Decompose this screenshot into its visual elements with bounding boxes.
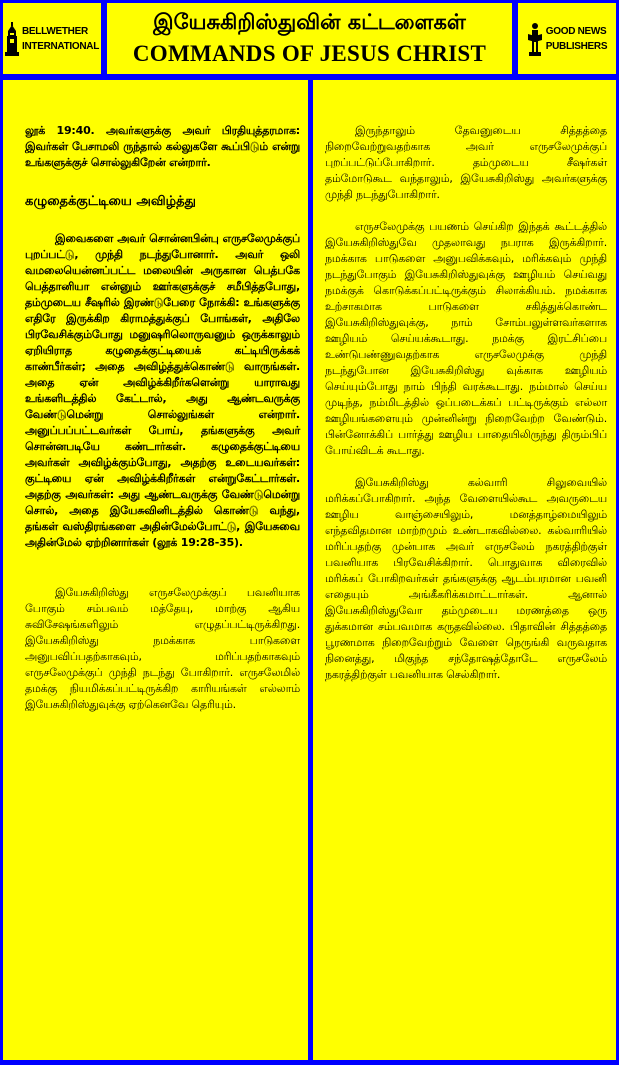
scripture-passage: இவைகளை அவர் சொன்னபின்பு எருசலேமுக்குப் புறப்பட்டு, முந்தி நடந்துபோனார். அவர் ஒலி வமலையென்னப்பட்ட மலையின் அருகான பெத்பகே பெத்தானியா என்னும் ஊர்களுக்குச் சமீபித்தபோது, தம்முடைய சீஷரில் இரண்டுபேரை நோக்கி: உங்களுக்கு எதிரே இருக்கிற கிராமத்துக்குப் போங்கள், அதிலே பிரவேசிக்கும்போது மனுஷரிலொருவனும் ஒருக்காலும் ஏறியிராத கழுதைக்குட்டியைக் கட்டியிருக்கக் காண்பீர்கள்; அதை அவிழ்த்துக்கொண்டு வாருங்கள். அதை ஏன் அவிழ்க்கிறீர்களென்று யாராவது உங்களிடத்தில் கேட்டால், அது ஆண்டவருக்கு வேண்டுமென்று சொல்லுங்கள் என்றார். அனுப்பப்பட்டவர்கள் போய், தங்களுக்கு அவர் சொன்னபடியே கண்டார்கள். கழுதைக்குட்டியை அவர்கள் அவிழ்க்கும்போது, அதற்கு உடையவர்கள்: குட்டியை ஏன் அவிழ்க்கிறீர்கள் என்றுகேட்டார்கள். அதற்கு அவர்கள்: அது ஆண்டவருக்கு வேண்டுமென்று சொல், அதை இயேசுவினிடத்தில் கொண்டு வந்து, தங்கள் வஸ்திரங்களை அதின்மேல்போட்டு, இயேசுவை அதின்மேல் ஏற்றினார்கள் (லூக் 19:28-35). [25, 232, 300, 549]
bellwether-logo-line1: BELLWETHER [21, 25, 88, 37]
bell-tower-icon [5, 22, 19, 56]
header [3, 3, 616, 74]
bellwether-logo-line2: INTERNATIONAL [21, 40, 100, 52]
page-title-tamil: இயேசுகிறிஸ்துவின் கட்டளைகள் [153, 10, 466, 34]
right-paragraph-3: இயேசுகிறிஸ்து கல்வாரி சிலுவையில் மரிக்கப்போகிறார். அந்த வேளையில்கூட அவருடைய ஊழிய வாஞ்சையிலும், மனத்தாழ்மையிலும் எந்தவிதமான மாற்றமும் உண்டாகவில்லை. கல்வாரியில் மரிப்பதற்கு முன்பாக அவர் எருசலேம் நகரத்திற்குள் பவனியாக பிரவேசிக்கிறார். பொதுவாக விரைவில் மரிக்கப் போகிறவர்கள் தங்களுக்கு ஆடம்பரமான பவனி எதையும் அங்கீகரிக்கமாட்டார்கள். ஆனால் இயேசுகிறிஸ்துவோ தம்முடைய மரணத்தை ஒரு துக்கமான சம்பவமாக கருதவில்லை. பிதாவின் சித்தத்தை பூரணமாக நிறைவேற்றும் வேளை நெருங்கி வருவதாக நினைத்து, மிகுந்த சந்தோஷத்தோடே எருசலேம் நகரத்திற்குள் பவனியாக செல்கிறார். [325, 476, 607, 681]
commentary-paragraph: இயேசுகிறிஸ்து எருசலேமுக்குப் பவனியாக போகும் சம்பவம் மத்தேயு, மாற்கு ஆகிய சுவிசேஷங்களிலும் எழுதப்பட்டிருக்கிறது. இயேசுகிறிஸ்து நமக்காக பாடுகளை அனுபவிப்பதற்காகவும், மரிப்பதற்காகவும் எருசலேமுக்குப் முந்தி நடந்து போகிறார். எருசலேமில் தமக்கு நியமிக்கப்பட்டிருக்கிற காரியங்கள் எல்லாம் இயேசுகிறிஸ்துவுக்கு ஏற்கெனவே தெரியும். [25, 586, 300, 711]
good-news-logo-line1: GOOD NEWS [545, 25, 607, 37]
verse-intro: லூக் 19:40. அவர்களுக்கு அவர் பிரதியுத்தரமாக: இவர்கள் பேசாமலி ருந்தால் கல்லுகளே கூப்பிடும் என்று உங்களுக்குச் சொல்லுகிறேன் என்றார். [25, 124, 300, 169]
good-news-logo-line2: PUBLISHERS [545, 40, 608, 52]
left-column [3, 80, 308, 1060]
title-banner [107, 3, 512, 74]
good-news-logo [518, 3, 616, 74]
book-reader-icon [527, 22, 543, 56]
bellwether-logo [3, 3, 101, 74]
right-paragraph-2: எருசலேமுக்கு பயணம் செய்கிற இந்தக் கூட்டத்தில் இயேசுகிறிஸ்துவே முதலாவது நபராக இருக்கிறார். நமக்காக பாடுகளை அனுபவிக்கவும், மரிக்கவும் முந்தி நடந்துபோகும் இயேசுகிறிஸ்துவுக்கு ஊழியம் செய்வது நமக்குக் கொடுக்கப்பட்டிருக்கும் சிலாக்கியம். நமக்காக உற்சாகமாக பாடுகளை சகித்துக்கொண்ட இயேசுகிறிஸ்துவுக்கு, நாம் சோம்பலுள்ளவர்களாக ஊழியம் செய்யக்கூடாது. நமக்கு இரட்சிப்பை உண்டுபண்ணுவதற்காக எருசலேமுக்கு முந்தி நடந்துபோன இயேசுகிறிஸ்து வுக்காக ஊழியம் செய்யும்போது நாம் பிந்தி வரக்கூடாது. நம்மால் செய்ய முடிந்த, நம்மிடத்தில் ஒப்படைக்கப் பட்டிருக்கும் எல்லா ஊழியங்களையும் முன்னின்று நிறைவேற்ற வேண்டும். பின்னோக்கிப் பார்த்து ஊழிய பாதையிலிருந்து திரும்பிப் போய்விடக் கூடாது. [325, 220, 607, 457]
page-title-english: COMMANDS OF JESUS CHRIST [132, 41, 487, 66]
section-heading: கழுதைக்குட்டியை அவிழ்த்து [25, 194, 196, 209]
right-column [313, 80, 616, 1060]
right-paragraph-1: இருந்தாலும் தேவனுடைய சித்தத்தை நிறைவேற்றுவதற்காக அவர் எருசலேமுக்குப் புறப்பட்டுப்போகிறார். தம்முடைய சீஷர்கள் தம்மோடுகூட வந்தாலும், இயேசுகிறிஸ்து அவர்களுக்கு முந்தி நடந்துபோகிறார். [325, 124, 607, 201]
